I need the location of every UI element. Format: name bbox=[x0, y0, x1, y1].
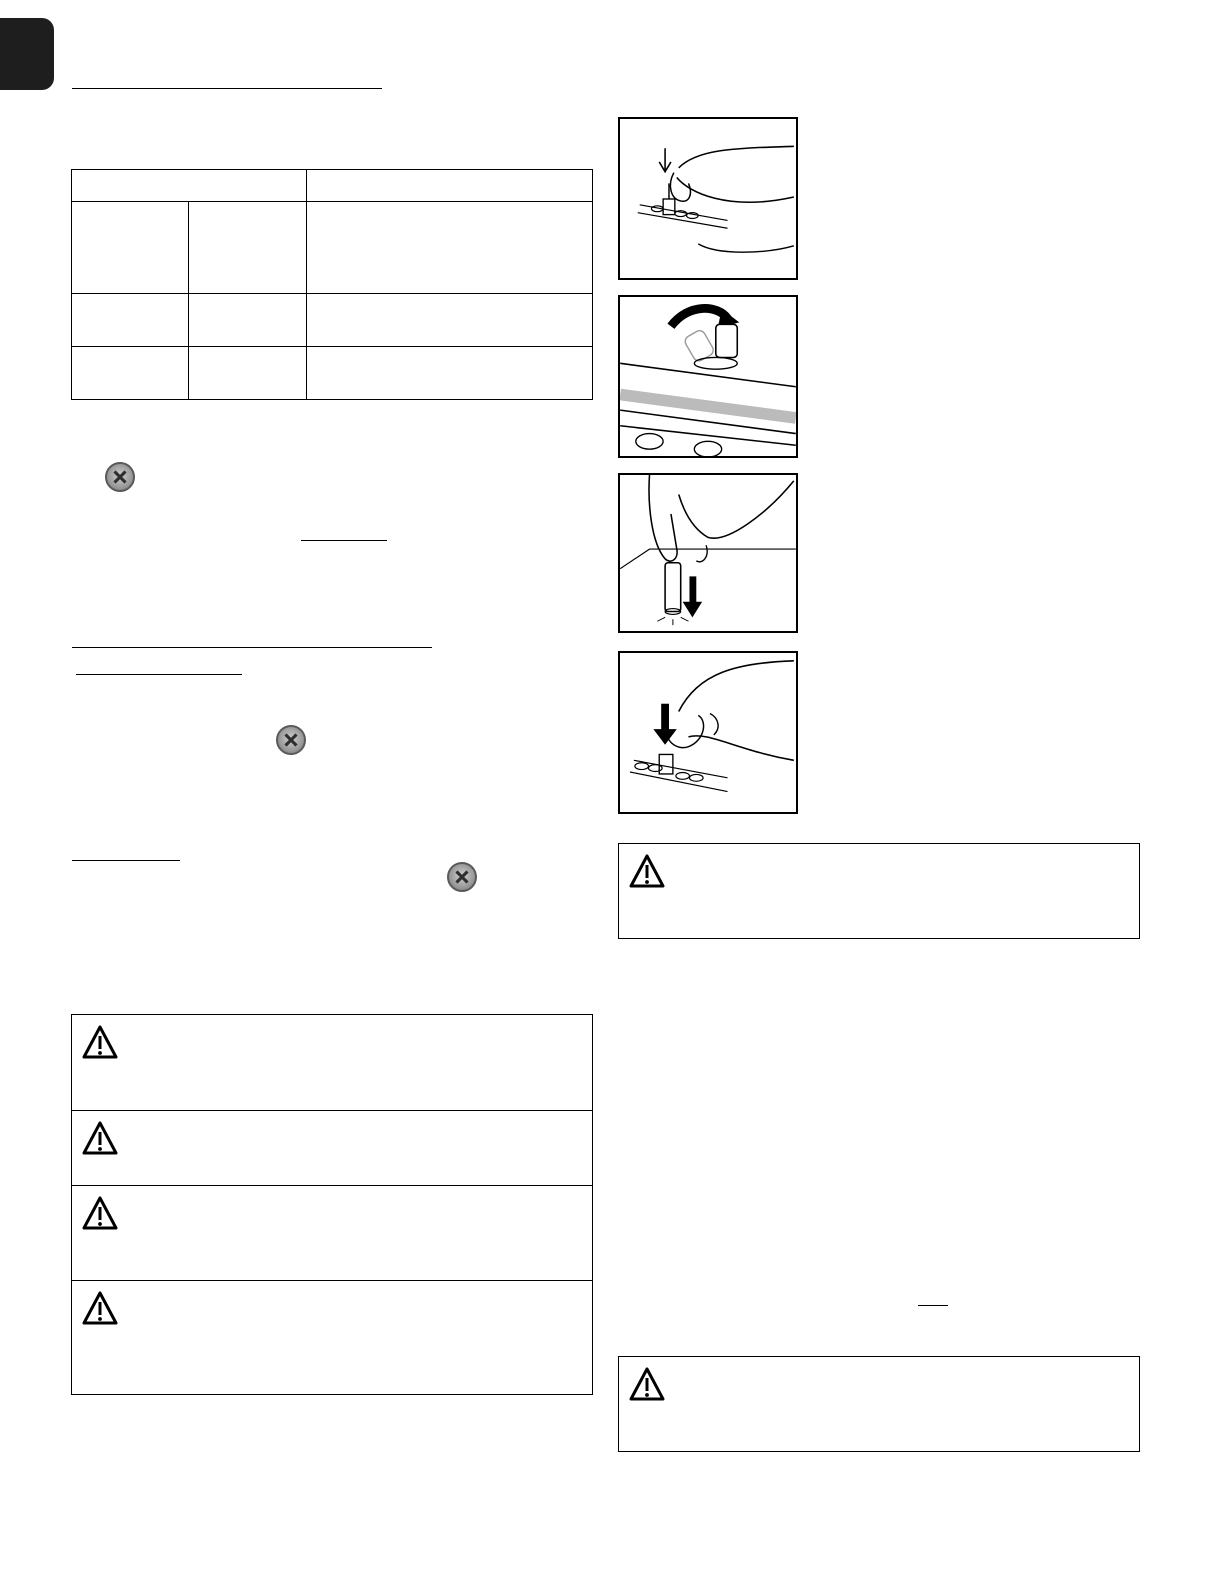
inline-underline bbox=[918, 1305, 948, 1306]
warning-row bbox=[72, 1015, 592, 1111]
warning-triangle-icon bbox=[629, 1367, 665, 1401]
table-cell bbox=[307, 294, 593, 347]
cancel-x-button-icon bbox=[105, 462, 135, 492]
table-cell bbox=[72, 294, 189, 347]
warning-row bbox=[72, 1281, 592, 1394]
hand-pushing-peg-row-figure bbox=[618, 651, 798, 814]
inline-underline bbox=[301, 540, 387, 541]
chapter-side-tab bbox=[0, 18, 54, 90]
warning-row bbox=[72, 1111, 592, 1186]
settings-table bbox=[71, 169, 593, 400]
peg-rotation-figure bbox=[618, 295, 798, 458]
table-cell bbox=[72, 202, 189, 294]
warning-triangle-icon bbox=[82, 1121, 118, 1155]
section-heading-underline bbox=[76, 674, 242, 675]
table-cell bbox=[189, 294, 307, 347]
cancel-x-button-icon bbox=[447, 862, 477, 892]
table-cell bbox=[189, 202, 307, 294]
warning-triangle-icon bbox=[82, 1196, 118, 1230]
section-heading-underline bbox=[72, 647, 432, 648]
cancel-x-button-icon bbox=[276, 725, 306, 755]
warning-box bbox=[618, 1356, 1140, 1452]
warnings-box bbox=[71, 1014, 593, 1395]
warning-triangle-icon bbox=[82, 1025, 118, 1059]
section-heading-underline bbox=[72, 88, 382, 89]
inline-underline bbox=[72, 860, 180, 861]
warning-triangle-icon bbox=[82, 1291, 118, 1325]
hand-pressing-peg-figure bbox=[618, 117, 798, 280]
table-header-cell bbox=[307, 170, 593, 202]
table-header-cell bbox=[72, 170, 307, 202]
table-cell bbox=[72, 347, 189, 400]
table-cell bbox=[189, 347, 307, 400]
warning-triangle-icon bbox=[629, 854, 665, 888]
table-cell bbox=[307, 347, 593, 400]
table-cell bbox=[307, 202, 593, 294]
warning-row bbox=[72, 1186, 592, 1281]
peg-insert-down-figure bbox=[618, 473, 798, 633]
warning-box bbox=[618, 843, 1140, 939]
